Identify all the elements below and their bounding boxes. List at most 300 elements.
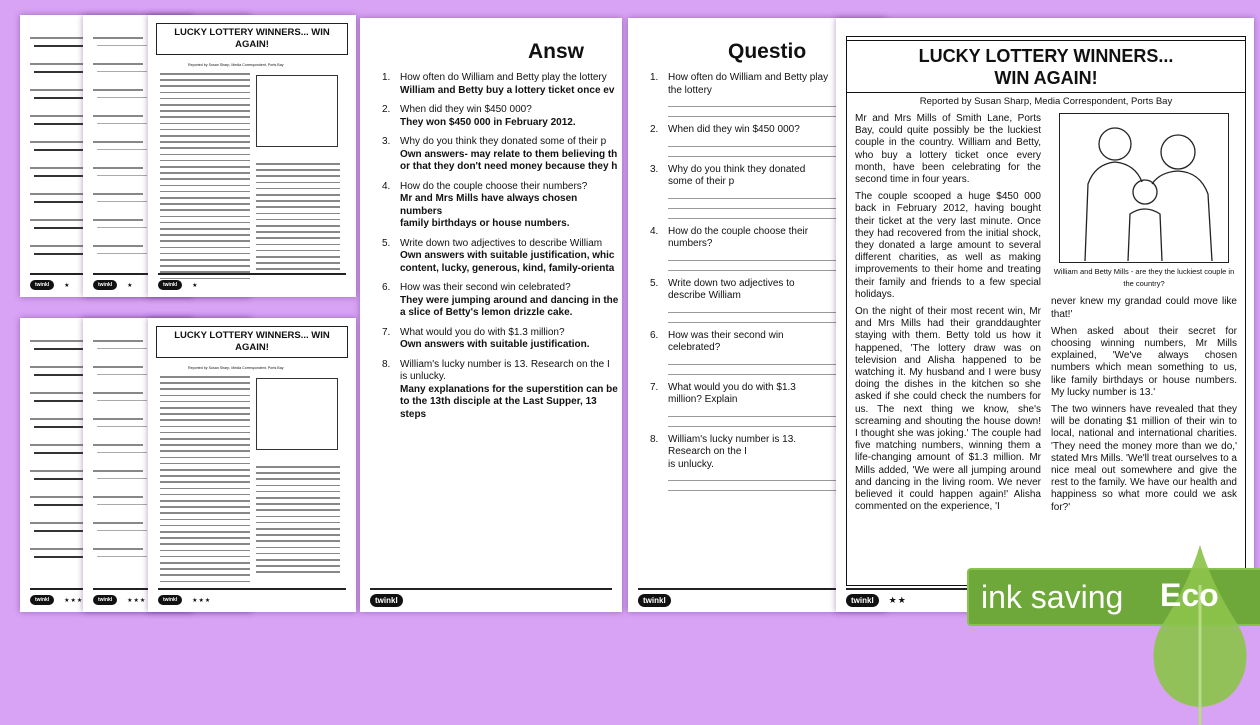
text-line: [30, 522, 85, 524]
answers-title: Answ: [528, 40, 585, 63]
difficulty-stars: ★: [64, 282, 71, 289]
question-label: Write down two adjectives to describe William: [400, 237, 603, 249]
question-label: How often do William and Betty play the lottery: [668, 72, 829, 96]
question-number: 7.: [650, 381, 659, 393]
text-line: [97, 530, 147, 531]
text-line: [30, 392, 85, 394]
page-footer: [370, 588, 612, 606]
text-line: [97, 71, 147, 72]
text-line: [34, 530, 84, 532]
text-line: [160, 432, 250, 434]
text-line: [97, 478, 147, 479]
text-line: [160, 438, 250, 440]
text-line: [256, 225, 340, 227]
answer-item: [382, 327, 622, 352]
text-line: [160, 581, 250, 583]
answer-text: Own answers with suitable justification, whic: [400, 250, 615, 261]
text-line: [160, 216, 250, 218]
text-line: [256, 528, 340, 530]
text-line: [160, 228, 250, 230]
text-line: [93, 193, 143, 195]
text-line: [256, 262, 340, 264]
difficulty-stars: ★★★: [64, 597, 84, 604]
question-item: [650, 330, 830, 375]
question-text: [382, 72, 622, 85]
answer-text: content, lucky, generous, kind, family-orienta: [400, 262, 615, 274]
article-left-column: [855, 113, 1041, 519]
text-line: [93, 141, 143, 143]
twinkl-logo: twinkl: [30, 595, 54, 605]
text-line: [97, 504, 147, 505]
text-line: [30, 63, 85, 65]
question-label: How often do William and Betty play the lottery: [400, 72, 607, 83]
text-line: [97, 45, 147, 46]
question-label: William's lucky number is 13. Research on the I: [668, 433, 797, 457]
question-label: How do the couple choose their numbers?: [668, 225, 809, 249]
text-line: [256, 516, 340, 518]
question-number: 4.: [650, 225, 659, 237]
question-label: Write down two adjectives to describe William: [668, 277, 795, 301]
text-line: [34, 348, 84, 350]
text-line: [30, 37, 85, 39]
page-footer: [158, 588, 346, 606]
text-line: [34, 71, 84, 73]
text-line: [256, 200, 340, 202]
difficulty-stars: ★: [192, 282, 199, 289]
text-line: [160, 519, 250, 521]
text-line: [160, 401, 250, 403]
answer-text: family birthdays or house numbers.: [400, 218, 570, 229]
answer-text: William and Betty buy a lottery ticket once ev: [400, 84, 615, 96]
question-number: 3.: [382, 136, 391, 147]
text-line: [160, 222, 250, 224]
text-line: [160, 79, 250, 81]
text-line: [160, 525, 250, 527]
difficulty-stars: ★: [127, 282, 134, 289]
text-line: [160, 450, 250, 452]
text-line: [93, 470, 143, 472]
text-line: [93, 548, 143, 550]
text-line: [160, 500, 250, 502]
text-line: [34, 149, 84, 151]
text-line: [97, 426, 147, 427]
text-line: [160, 512, 250, 514]
page-footer: [158, 273, 346, 291]
text-line: [160, 98, 250, 100]
text-line: [97, 374, 147, 375]
text-line: [97, 97, 147, 98]
text-line: [160, 395, 250, 397]
text-line: [160, 191, 250, 193]
text-line: [256, 540, 340, 542]
text-line: [160, 85, 250, 87]
text-line: [160, 574, 250, 576]
twinkl-logo: twinkl: [846, 594, 879, 607]
question-number: 5.: [382, 237, 391, 249]
text-line: [97, 201, 147, 202]
text-line: [30, 219, 85, 221]
text-line: [30, 444, 85, 446]
text-line: [160, 463, 250, 465]
article-headline: [847, 40, 1245, 93]
text-line: [160, 240, 250, 242]
question-item: [650, 124, 830, 157]
text-line: [160, 116, 250, 118]
text-line: [93, 418, 143, 420]
text-line: [160, 209, 250, 211]
twinkl-logo: twinkl: [370, 594, 403, 607]
text-line: [256, 478, 340, 480]
text-line: [256, 194, 340, 196]
text-line: [256, 571, 340, 573]
text-line: [97, 400, 147, 401]
text-line: [34, 45, 84, 47]
answer-item: [382, 238, 622, 276]
answer-item: [382, 359, 622, 422]
question-text: [650, 226, 830, 251]
text-line: [30, 141, 85, 143]
question-label: What would you do with $1.3 million? Explain: [668, 381, 796, 405]
answer-text: a slice of Betty's lemon drizzle cake.: [400, 307, 573, 318]
text-line: [256, 565, 340, 567]
difficulty-stars: ★★★: [192, 597, 212, 604]
question-number: 1.: [382, 72, 391, 83]
question-item: [650, 278, 830, 323]
text-line: [160, 376, 250, 378]
text-line: [256, 175, 340, 177]
text-line: [97, 556, 147, 557]
difficulty-stars: ★★★: [127, 597, 147, 604]
text-line: [34, 400, 84, 402]
text-line: [30, 245, 85, 247]
headline-line-1: LUCKY LOTTERY WINNERS...: [918, 46, 1174, 66]
text-line: [93, 366, 143, 368]
question-item: [650, 72, 830, 117]
text-line: [34, 227, 84, 229]
text-line: [30, 167, 85, 169]
question-number: 2.: [382, 104, 391, 115]
answer-item: [382, 104, 622, 129]
text-line: [256, 219, 340, 221]
text-line: [256, 213, 340, 215]
text-line: [93, 219, 143, 221]
text-line: [160, 141, 250, 143]
text-line: [256, 188, 340, 190]
text-line: [160, 185, 250, 187]
eco-label: Eco: [1160, 577, 1219, 613]
text-line: [160, 203, 250, 205]
text-line: [160, 488, 250, 490]
question-number: 8.: [650, 433, 659, 445]
text-line: [93, 37, 143, 39]
answer-text: Own answers- may relate to them believing th: [400, 148, 618, 160]
article-paragraph: Mr and Mrs Mills of Smith Lane, Ports Bay, could quite possibly be the luckiest couple in the country. William and Betty, who buy a lottery ticket once every month, have been celebrating for the second time in four years.: [855, 113, 1041, 186]
text-line: [93, 496, 143, 498]
question-text: [382, 327, 622, 340]
text-line: [93, 115, 143, 117]
answer-text: or that they don't need money because they h: [400, 161, 618, 172]
question-text: [650, 72, 830, 97]
question-number: 8.: [382, 358, 391, 370]
text-line: [30, 366, 85, 368]
text-line: [34, 253, 84, 255]
text-line: [256, 522, 340, 524]
couple-illustration: [1059, 113, 1229, 263]
question-number: 3.: [650, 163, 659, 175]
question-text: [650, 434, 830, 459]
text-line: [97, 227, 147, 228]
twinkl-logo: twinkl: [93, 595, 117, 605]
text-line: [160, 419, 250, 421]
text-line: [93, 63, 143, 65]
question-number: 4.: [382, 180, 391, 192]
question-label: William's lucky number is 13. Research on the I: [400, 358, 610, 370]
text-line: [256, 237, 340, 239]
answer-text: Many explanations for the superstition can be: [400, 383, 618, 395]
text-line: [160, 388, 250, 390]
difficulty-stars: ★★: [888, 594, 907, 605]
question-number: 5.: [650, 277, 659, 289]
text-line: [160, 481, 250, 483]
text-line: [34, 201, 84, 203]
text-line: [160, 247, 250, 249]
thumb-headline: LUCKY LOTTERY WINNERS... WIN AGAIN!: [156, 326, 348, 358]
text-line: [160, 265, 250, 267]
text-line: [256, 534, 340, 536]
questions-title: Questio: [728, 40, 807, 63]
text-line: [256, 206, 340, 208]
text-line: [34, 452, 84, 454]
questions-list: [650, 72, 830, 498]
question-text: [382, 136, 622, 149]
answers-page: [360, 18, 622, 612]
question-text: [382, 359, 622, 372]
leaf-drop-icon: [1150, 545, 1250, 725]
thumb-photo: [256, 75, 338, 147]
reporter-byline: Reported by Susan Sharp, Media Correspondent, Ports Bay: [919, 96, 1173, 107]
text-line: [256, 553, 340, 555]
text-line: [93, 392, 143, 394]
question-continued: is unlucky.: [400, 371, 446, 382]
text-line: [34, 374, 84, 376]
question-text: [650, 124, 830, 137]
answer-item: [382, 181, 622, 231]
text-line: [256, 472, 340, 474]
text-line: [34, 556, 84, 558]
text-line: [160, 166, 250, 168]
answer-item: [382, 136, 622, 174]
text-line: [93, 167, 143, 169]
article-page: [836, 18, 1254, 612]
text-line: [256, 503, 340, 505]
thumb-photo: [256, 378, 338, 450]
text-line: [256, 268, 340, 270]
text-line: [30, 193, 85, 195]
text-line: [34, 504, 84, 506]
text-line: [93, 444, 143, 446]
text-line: [160, 172, 250, 174]
answer-text: They were jumping around and dancing in the: [400, 294, 619, 306]
text-line: [160, 259, 250, 261]
text-line: [93, 522, 143, 524]
answer-item: [382, 72, 622, 97]
question-text: [650, 278, 830, 303]
question-label: What would you do with $1.3 million?: [400, 326, 565, 338]
text-line: [93, 245, 143, 247]
text-line: [97, 348, 147, 349]
article-paragraph: The couple scooped a huge $450 000 back in February 2012, having bought their ticket at the very last minute. Once they had recovered from the initial shock, they donated a large amount to several different charities, as well as making improvements to their home and treating their family and friends to a few special holidays.: [855, 191, 1041, 300]
text-line: [30, 89, 85, 91]
question-text: [382, 282, 622, 295]
text-line: [34, 426, 84, 428]
text-line: [160, 568, 250, 570]
text-line: [160, 73, 250, 75]
text-line: [30, 340, 85, 342]
text-line: [160, 104, 250, 106]
text-line: [160, 550, 250, 552]
question-label: How was their second win celebrated?: [400, 282, 571, 293]
twinkl-logo: twinkl: [158, 595, 182, 605]
text-line: [256, 491, 340, 493]
text-line: [256, 497, 340, 499]
text-line: [256, 169, 340, 171]
question-text: [650, 164, 830, 189]
question-label: Why do you think they donated some of their p: [400, 136, 607, 147]
ink-saving-text: ink saving: [981, 579, 1124, 615]
text-line: [34, 175, 84, 177]
question-item: [650, 164, 830, 219]
question-continued: is unlucky.: [668, 458, 714, 470]
question-item: [650, 382, 830, 427]
text-line: [160, 537, 250, 539]
text-line: [97, 123, 147, 124]
text-line: [93, 89, 143, 91]
text-line: [160, 92, 250, 94]
article-paragraph: The two winners have revealed that they will be donating $1 million of their win to local, national and international charities. 'They need the money more than we do,' stated Mrs Mills. 'We'll treat ourselves to a nice meal out somewhere and give the rest to the family. We have our health and happiness so what more could we ask for?': [1051, 404, 1237, 513]
text-line: [160, 129, 250, 131]
twinkl-logo: twinkl: [93, 280, 117, 290]
text-line: [160, 494, 250, 496]
text-line: [160, 469, 250, 471]
question-label: How do the couple choose their numbers?: [400, 180, 588, 192]
thumb-byline: Reported by Susan Sharp, Media Correspondent, Ports Bay: [188, 63, 284, 67]
thumb-article-page: [148, 318, 356, 612]
text-line: [256, 250, 340, 252]
question-number: 6.: [650, 329, 659, 341]
article-right-column: [1051, 113, 1237, 519]
text-line: [160, 197, 250, 199]
text-line: [30, 548, 85, 550]
answer-text: Mr and Mrs Mills have always chosen numbers: [400, 193, 578, 217]
photo-caption: William and Betty Mills - are they the luckiest couple in the country?: [1053, 267, 1235, 289]
question-label: When did they win $450 000?: [668, 124, 800, 135]
text-line: [256, 559, 340, 561]
text-line: [160, 543, 250, 545]
text-line: [160, 110, 250, 112]
question-number: 2.: [650, 124, 659, 135]
question-text: [650, 382, 830, 407]
question-number: 7.: [382, 326, 391, 338]
text-line: [160, 562, 250, 564]
text-line: [160, 253, 250, 255]
text-line: [34, 97, 84, 99]
question-label: How was their second win celebrated?: [668, 329, 784, 353]
text-line: [160, 444, 250, 446]
text-line: [160, 178, 250, 180]
question-text: [382, 181, 622, 194]
question-text: [382, 104, 622, 117]
text-line: [160, 147, 250, 149]
twinkl-logo: twinkl: [638, 594, 671, 607]
question-item: [650, 434, 830, 492]
text-line: [160, 382, 250, 384]
text-line: [160, 154, 250, 156]
text-line: [256, 466, 340, 468]
text-line: [256, 547, 340, 549]
question-number: 1.: [650, 72, 659, 83]
thumb-byline: Reported by Susan Sharp, Media Correspondent, Ports Bay: [188, 366, 284, 370]
question-item: [650, 226, 830, 271]
headline-line-2: WIN AGAIN!: [994, 68, 1098, 88]
text-line: [97, 452, 147, 453]
text-line: [34, 478, 84, 480]
twinkl-logo: twinkl: [30, 280, 54, 290]
answer-text: to the 13th disciple at the Last Supper, 13 steps: [400, 396, 597, 420]
answer-text: They won $450 000 in February 2012.: [400, 116, 576, 128]
text-line: [160, 475, 250, 477]
text-line: [97, 175, 147, 176]
answers-list: [382, 72, 622, 428]
text-line: [256, 509, 340, 511]
text-line: [160, 234, 250, 236]
text-line: [30, 115, 85, 117]
text-line: [160, 123, 250, 125]
question-label: Why do you think they donated some of their p: [668, 163, 806, 187]
text-line: [160, 556, 250, 558]
text-line: [160, 413, 250, 415]
text-line: [30, 496, 85, 498]
text-line: [256, 182, 340, 184]
thumb-headline: LUCKY LOTTERY WINNERS... WIN AGAIN!: [156, 23, 348, 55]
question-number: 6.: [382, 282, 391, 293]
text-line: [160, 457, 250, 459]
article-frame: [846, 36, 1246, 586]
twinkl-logo: twinkl: [158, 280, 182, 290]
text-line: [160, 135, 250, 137]
question-text: [382, 238, 622, 251]
text-line: [93, 340, 143, 342]
text-line: [30, 418, 85, 420]
answer-item: [382, 282, 622, 320]
text-line: [256, 485, 340, 487]
answer-text: Own answers with suitable justification.: [400, 339, 590, 350]
article-paragraph: On the night of their most recent win, Mr and Mrs Mills had their granddaughter staying with them. Betty told us how it happened, 'The lottery draw was on television and Alisha happened to be watching it. My husband and I were busy doing the dishes in the kitchen so she asked if she could check the numbers for us. The next thing we know, she's screaming and shouting the house down! I thought she was joking.' The couple had five matching numbers, winning them a life-changing amount of $1.3 million. Mr Mills added, 'We were all jumping around and dancing in the living room. We never believed it could happen again!' Alisha commented on the experience, 'I: [855, 306, 1041, 513]
article-paragraph: never knew my grandad could move like that!': [1051, 296, 1237, 320]
text-line: [256, 231, 340, 233]
text-line: [160, 531, 250, 533]
text-line: [34, 123, 84, 125]
thumb-article-page: [148, 15, 356, 297]
text-line: [30, 470, 85, 472]
question-label: When did they win $450 000?: [400, 104, 532, 115]
question-text: [650, 330, 830, 355]
article-paragraph: When asked about their secret for choosing winning numbers, Mr Mills explained, 'We've always chosen numbers which mean something to us, like family birthdays or house numbers. My lucky number is 13.': [1051, 325, 1237, 398]
text-line: [97, 253, 147, 254]
text-line: [256, 244, 340, 246]
text-line: [97, 149, 147, 150]
text-line: [160, 160, 250, 162]
text-line: [160, 506, 250, 508]
